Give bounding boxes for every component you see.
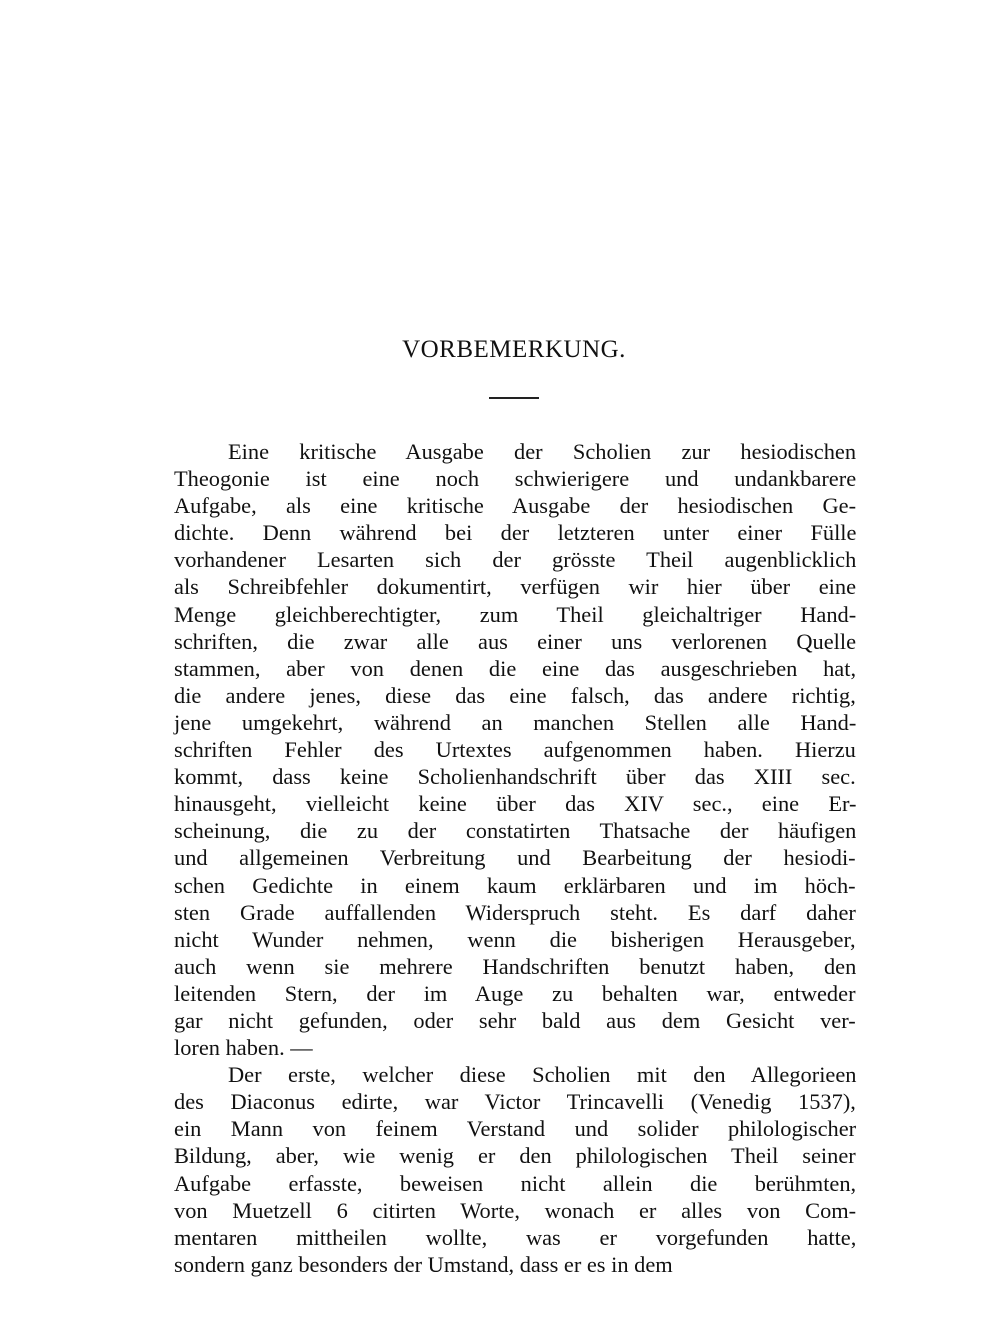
text-line: jene umgekehrt, während an manchen Stellen alle Hand- [174, 709, 857, 735]
text-line: vorhandener Lesarten sich der grösste Theil augenblicklich [174, 547, 857, 573]
text-line: Theogonie ist eine noch schwierigere und undankbarere [174, 466, 857, 492]
page-title: VORBEMERKUNG. [402, 336, 626, 363]
text-line: ein Mann von feinem Verstand und solider philologischer [174, 1116, 857, 1142]
text-line: von Muetzell 6 citirten Worte, wonach er alles von Com- [174, 1197, 857, 1223]
text-line: nicht Wunder nehmen, wenn die bisherigen Herausgeber, [174, 926, 856, 952]
text-line: sten Grade auffallenden Widerspruch steht. Es darf daher [174, 899, 856, 925]
text-line: und allgemeinen Verbreitung und Bearbeitung der hesiodi- [174, 845, 856, 871]
text-line: Menge gleichberechtigter, zum Theil gleichaltriger Hand- [174, 601, 857, 627]
text-line: die andere jenes, diese das eine falsch, das andere richtig, [174, 682, 856, 708]
text-line: des Diaconus edirte, war Victor Trincavelli (Venedig 1537), [174, 1089, 856, 1115]
text-line: dichte. Denn während bei der letzteren unter einer Fülle [174, 520, 857, 546]
text-line: Aufgabe erfasste, beweisen nicht allein die berühmten, [174, 1170, 857, 1196]
text-line: scheinung, die zu der constatirten Thatsache der häufigen [174, 818, 857, 844]
text-line: leitenden Stern, der im Auge zu behalten war, entweder [174, 980, 856, 1006]
text-line: als Schreibfehler dokumentirt, verfügen wir hier über eine [174, 574, 857, 600]
text-line: Eine kritische Ausgabe der Scholien zur hesiodischen [228, 439, 857, 464]
text-line: stammen, aber von denen die eine das ausgeschrieben hat, [174, 655, 857, 681]
text-line: sondern ganz besonders der Umstand, dass er es in dem [174, 1251, 673, 1277]
text-line: loren haben. — [174, 1035, 313, 1061]
title-divider [489, 397, 539, 399]
body-text [174, 438, 856, 1278]
text-line: Der erste, welcher diese Scholien mit den Allegorieen [228, 1062, 857, 1088]
text-line: schriften, die zwar alle aus einer uns verlorenen Quelle [174, 628, 857, 654]
text-line: auch wenn sie mehrere Handschriften benutzt haben, den [174, 953, 857, 979]
text-line: mentaren mittheilen wollte, was er vorgefunden hatte, [174, 1224, 857, 1250]
text-line: gar nicht gefunden, oder sehr bald aus dem Gesicht ver- [174, 1007, 856, 1033]
text-line: kommt, dass keine Scholienhandschrift über das XIII sec. [174, 764, 856, 790]
text-line: Bildung, aber, wie wenig er den philologischen Theil seiner [174, 1143, 856, 1169]
text-line: Aufgabe, als eine kritische Ausgabe der hesiodischen Ge- [174, 493, 857, 519]
text-line: schriften Fehler des Urtextes aufgenommen haben. Hierzu [174, 737, 856, 763]
text-line: hinausgeht, vielleicht keine über das XIV sec., eine Er- [174, 791, 857, 817]
text-line: schen Gedichte in einem kaum erklärbaren und im höch- [174, 872, 856, 898]
